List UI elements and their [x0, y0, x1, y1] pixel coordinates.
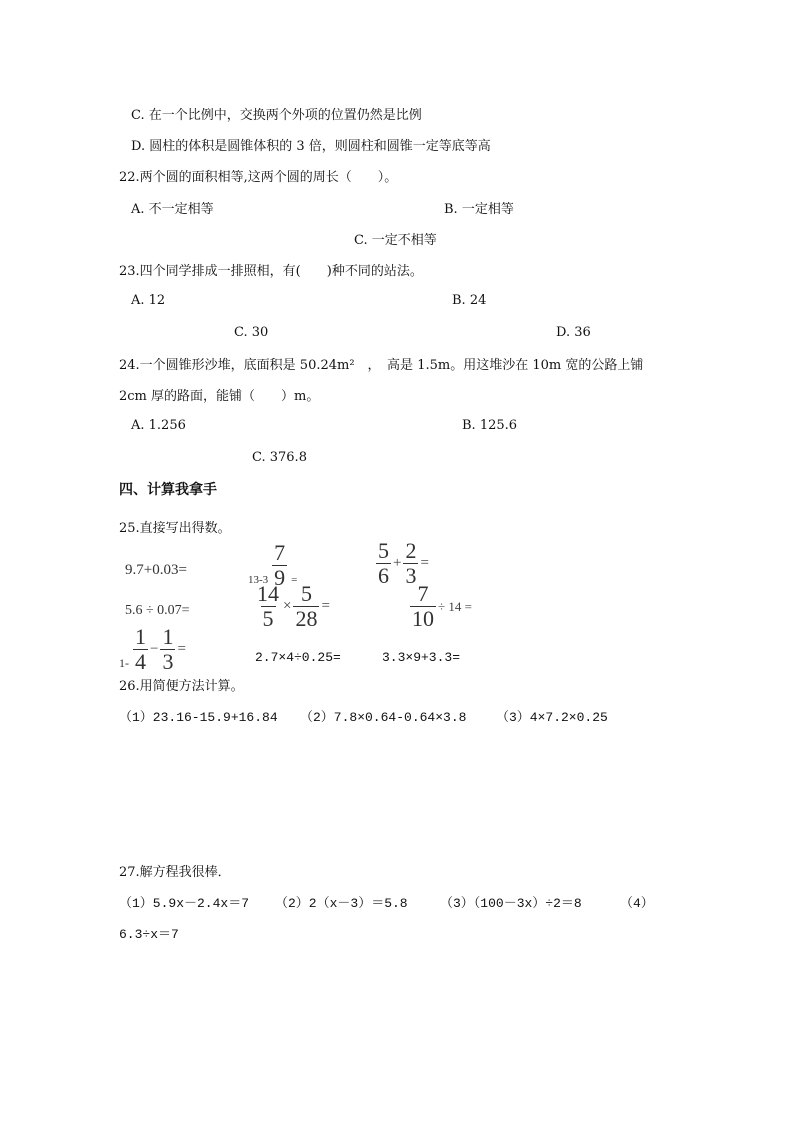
- q22-option-b: B. 一定相等: [444, 202, 514, 217]
- q27-part-4: 6.3÷x＝7: [119, 927, 179, 942]
- q25-expr-5: $\frac{14}{5}$ × $\frac{5}{28}$ =: [257, 581, 330, 631]
- q23-option-c: C. 30: [234, 325, 269, 340]
- q25-expr-8: 2.7×4÷0.25=: [255, 650, 341, 665]
- q25-expr-7: $_{1-}$ $\frac{1}{4}$ − $\frac{1}{3}$ =: [119, 624, 186, 674]
- q26-part-2: （2）7.8×0.64-0.64×3.8: [300, 710, 467, 725]
- q25-stem: 25.直接写出得数。: [119, 521, 231, 536]
- q27-part-4-label: （4）: [620, 896, 654, 911]
- q26-stem: 26.用简便方法计算。: [119, 679, 244, 694]
- q22-stem: 22.两个圆的面积相等,这两个圆的周长（ ）。: [119, 170, 398, 185]
- q25-expr-9: 3.3×9+3.3=: [382, 650, 461, 665]
- section-heading: 四、计算我拿手: [119, 482, 217, 498]
- q25-expr-3: $\frac{5}{6}$ + $\frac{2}{3}$ =: [378, 538, 429, 588]
- q24-option-c: C. 376.8: [252, 450, 307, 465]
- q25-expr-1: 9.7+0.03=: [125, 562, 187, 578]
- q27-stem: 27.解方程我很棒．: [119, 865, 231, 880]
- q27-part-3: （3）（100－3x）÷2＝8: [440, 896, 582, 911]
- q24-stem-line2: 2cm 厚的路面，能铺（ ）m。: [119, 389, 320, 404]
- q25-expr-2-prefix: 13-3: [248, 574, 269, 587]
- q21-option-c: C. 在一个比例中，交换两个外项的位置仍然是比例: [131, 108, 422, 123]
- q23-stem: 23.四个同学排成一排照相，有( )种不同的站法。: [119, 264, 423, 279]
- q25-expr-2: $_{13-3}$ $\frac{7}{9}$ $_=$: [248, 540, 298, 590]
- q26-part-3: （3）4×7.2×0.25: [496, 710, 608, 725]
- q23-option-d: D. 36: [556, 325, 591, 340]
- q27-part-2: （2）2（x－3）＝5.8: [275, 896, 408, 911]
- q24-stem-line1: 24.一个圆锥形沙堆，底面积是 50.24m² ， 高是 1.5m。用这堆沙在 10m 宽的公路上铺: [119, 358, 644, 373]
- q26-part-1: （1）23.16-15.9+16.84: [119, 710, 278, 725]
- q25-expr-4: 5.6 ÷ 0.07=: [125, 603, 190, 618]
- q23-option-a: A. 12: [131, 293, 166, 308]
- q25-expr-6: $\frac{7}{10}$ ÷ 14 =: [412, 581, 472, 631]
- q25-expr-2-fraction: $\frac{7}{9}$: [274, 540, 286, 590]
- q23-option-b: B. 24: [452, 293, 487, 308]
- q22-option-c: C. 一定不相等: [354, 233, 437, 248]
- q24-option-b: B. 125.6: [462, 418, 518, 433]
- q24-option-a: A. 1.256: [131, 418, 186, 433]
- q27-part-1: （1）5.9x－2.4x＝7: [119, 896, 250, 911]
- q22-option-a: A. 不一定相等: [131, 202, 214, 217]
- q21-option-d: D. 圆柱的体积是圆锥体积的 3 倍，则圆柱和圆锥一定等底等高: [131, 139, 491, 154]
